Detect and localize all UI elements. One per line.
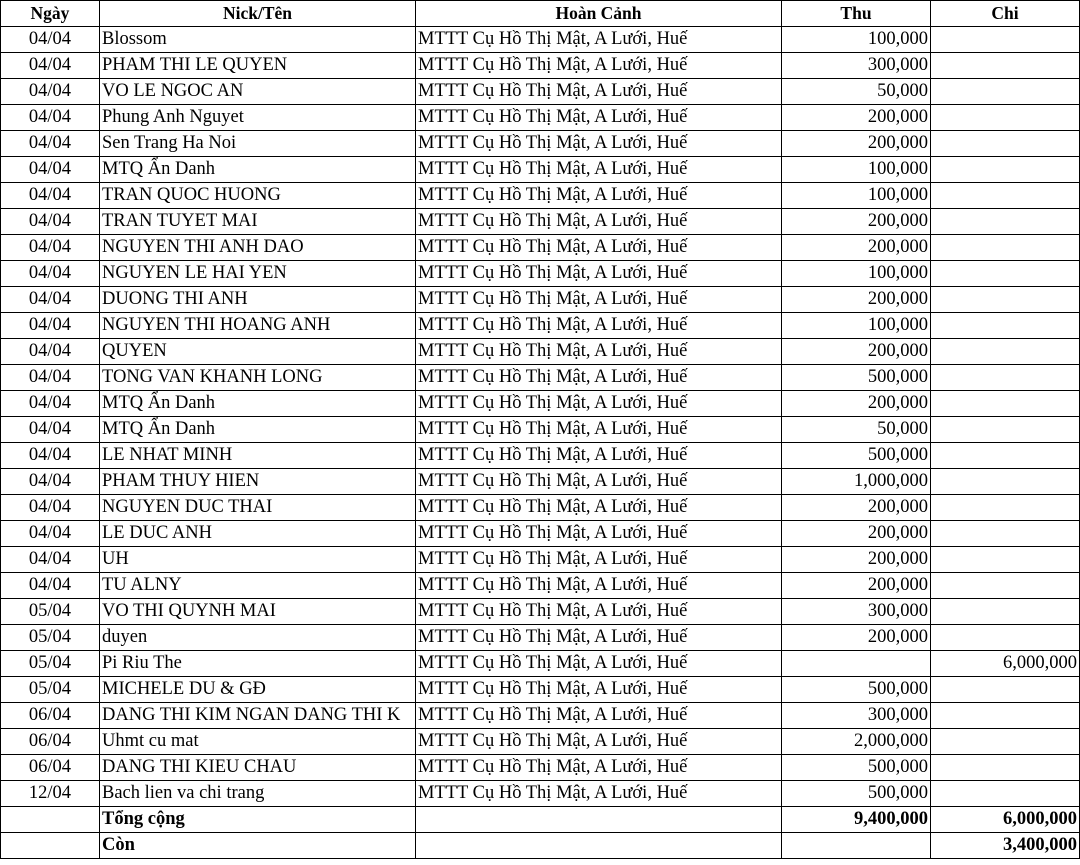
total-date-cell (1, 807, 100, 833)
cell-income: 50,000 (782, 417, 931, 443)
balance-income-cell (782, 833, 931, 859)
cell-case: MTTT Cụ Hồ Thị Mật, A Lưới, Huế (416, 469, 782, 495)
cell-date: 04/04 (1, 27, 100, 53)
cell-name: duyen (100, 625, 416, 651)
table-row (1, 781, 1080, 807)
cell-income: 500,000 (782, 755, 931, 781)
cell-case: MTTT Cụ Hồ Thị Mật, A Lưới, Huế (416, 79, 782, 105)
cell-date: 04/04 (1, 547, 100, 573)
table-row (1, 261, 1080, 287)
cell-expense (931, 469, 1080, 495)
cell-name: VO LE NGOC AN (100, 79, 416, 105)
cell-case: MTTT Cụ Hồ Thị Mật, A Lưới, Huế (416, 365, 782, 391)
cell-date: 05/04 (1, 677, 100, 703)
cell-name: Pi Riu The (100, 651, 416, 677)
cell-case: MTTT Cụ Hồ Thị Mật, A Lưới, Huế (416, 703, 782, 729)
cell-case: MTTT Cụ Hồ Thị Mật, A Lưới, Huế (416, 261, 782, 287)
cell-income: 50,000 (782, 79, 931, 105)
cell-date: 04/04 (1, 391, 100, 417)
table-row (1, 105, 1080, 131)
cell-income: 300,000 (782, 53, 931, 79)
balance-date-cell (1, 833, 100, 859)
cell-name: NGUYEN LE HAI YEN (100, 261, 416, 287)
cell-date: 04/04 (1, 53, 100, 79)
cell-date: 04/04 (1, 313, 100, 339)
table-row (1, 729, 1080, 755)
cell-case: MTTT Cụ Hồ Thị Mật, A Lưới, Huế (416, 781, 782, 807)
cell-expense (931, 235, 1080, 261)
cell-date: 04/04 (1, 157, 100, 183)
cell-name: NGUYEN THI HOANG ANH (100, 313, 416, 339)
table-row (1, 183, 1080, 209)
cell-case: MTTT Cụ Hồ Thị Mật, A Lưới, Huế (416, 625, 782, 651)
cell-name: UH (100, 547, 416, 573)
cell-name: TU ALNY (100, 573, 416, 599)
table-row (1, 599, 1080, 625)
cell-expense (931, 755, 1080, 781)
cell-income: 100,000 (782, 183, 931, 209)
cell-expense: 6,000,000 (931, 651, 1080, 677)
cell-date: 04/04 (1, 183, 100, 209)
balance-case-cell (416, 833, 782, 859)
balance-value: 3,400,000 (931, 833, 1080, 859)
table-row (1, 365, 1080, 391)
header-date: Ngày (1, 1, 100, 27)
cell-expense (931, 625, 1080, 651)
table-row (1, 417, 1080, 443)
table-row (1, 677, 1080, 703)
table-row (1, 625, 1080, 651)
cell-name: LE DUC ANH (100, 521, 416, 547)
table-row (1, 521, 1080, 547)
cell-expense (931, 209, 1080, 235)
cell-expense (931, 391, 1080, 417)
cell-name: Uhmt cu mat (100, 729, 416, 755)
total-row (1, 807, 1080, 833)
cell-name: VO THI QUYNH MAI (100, 599, 416, 625)
cell-date: 05/04 (1, 625, 100, 651)
table-row (1, 131, 1080, 157)
cell-name: QUYEN (100, 339, 416, 365)
cell-date: 04/04 (1, 105, 100, 131)
cell-name: NGUYEN THI ANH DAO (100, 235, 416, 261)
cell-expense (931, 547, 1080, 573)
cell-name: PHAM THI LE QUYEN (100, 53, 416, 79)
table-row (1, 547, 1080, 573)
cell-case: MTTT Cụ Hồ Thị Mật, A Lưới, Huế (416, 105, 782, 131)
cell-date: 06/04 (1, 729, 100, 755)
cell-date: 04/04 (1, 209, 100, 235)
table-row (1, 443, 1080, 469)
cell-case: MTTT Cụ Hồ Thị Mật, A Lưới, Huế (416, 495, 782, 521)
table-row (1, 703, 1080, 729)
cell-name: Bach lien va chi trang (100, 781, 416, 807)
table-row (1, 287, 1080, 313)
cell-date: 04/04 (1, 443, 100, 469)
total-label: Tổng cộng (100, 807, 416, 833)
cell-name: TONG VAN KHANH LONG (100, 365, 416, 391)
cell-date: 04/04 (1, 79, 100, 105)
cell-name: TRAN TUYET MAI (100, 209, 416, 235)
cell-case: MTTT Cụ Hồ Thị Mật, A Lưới, Huế (416, 599, 782, 625)
cell-date: 04/04 (1, 235, 100, 261)
cell-name: LE NHAT MINH (100, 443, 416, 469)
cell-date: 04/04 (1, 339, 100, 365)
cell-expense (931, 781, 1080, 807)
cell-date: 04/04 (1, 573, 100, 599)
cell-income: 100,000 (782, 313, 931, 339)
cell-income: 2,000,000 (782, 729, 931, 755)
table-summary (1, 807, 1080, 859)
cell-name: DUONG THI ANH (100, 287, 416, 313)
cell-expense (931, 521, 1080, 547)
cell-date: 04/04 (1, 495, 100, 521)
cell-expense (931, 79, 1080, 105)
cell-income: 200,000 (782, 105, 931, 131)
cell-name: Blossom (100, 27, 416, 53)
balance-row (1, 833, 1080, 859)
header-name: Nick/Tên (100, 1, 416, 27)
header-row (1, 1, 1080, 27)
cell-income: 100,000 (782, 261, 931, 287)
cell-case: MTTT Cụ Hồ Thị Mật, A Lưới, Huế (416, 209, 782, 235)
table-row (1, 651, 1080, 677)
cell-income: 200,000 (782, 391, 931, 417)
table-row (1, 27, 1080, 53)
table-row (1, 495, 1080, 521)
cell-expense (931, 729, 1080, 755)
cell-income: 200,000 (782, 573, 931, 599)
cell-case: MTTT Cụ Hồ Thị Mật, A Lưới, Huế (416, 573, 782, 599)
cell-income: 200,000 (782, 131, 931, 157)
table-row (1, 339, 1080, 365)
cell-income: 500,000 (782, 365, 931, 391)
cell-case: MTTT Cụ Hồ Thị Mật, A Lưới, Huế (416, 547, 782, 573)
cell-expense (931, 365, 1080, 391)
cell-date: 04/04 (1, 261, 100, 287)
cell-name: MTQ Ẩn Danh (100, 391, 416, 417)
cell-date: 05/04 (1, 651, 100, 677)
balance-label: Còn (100, 833, 416, 859)
cell-case: MTTT Cụ Hồ Thị Mật, A Lưới, Huế (416, 443, 782, 469)
header-case: Hoàn Cảnh (416, 1, 782, 27)
cell-expense (931, 53, 1080, 79)
header-income: Thu (782, 1, 931, 27)
cell-income: 200,000 (782, 547, 931, 573)
cell-case: MTTT Cụ Hồ Thị Mật, A Lưới, Huế (416, 521, 782, 547)
cell-expense (931, 599, 1080, 625)
table-row (1, 313, 1080, 339)
table-row (1, 755, 1080, 781)
cell-income: 200,000 (782, 625, 931, 651)
cell-case: MTTT Cụ Hồ Thị Mật, A Lưới, Huế (416, 391, 782, 417)
cell-expense (931, 313, 1080, 339)
cell-income: 300,000 (782, 703, 931, 729)
cell-date: 04/04 (1, 417, 100, 443)
cell-expense (931, 261, 1080, 287)
cell-expense (931, 157, 1080, 183)
cell-expense (931, 443, 1080, 469)
cell-case: MTTT Cụ Hồ Thị Mật, A Lưới, Huế (416, 235, 782, 261)
cell-expense (931, 287, 1080, 313)
cell-date: 04/04 (1, 365, 100, 391)
total-expense: 6,000,000 (931, 807, 1080, 833)
cell-expense (931, 495, 1080, 521)
cell-name: MTQ Ẩn Danh (100, 417, 416, 443)
cell-income: 200,000 (782, 287, 931, 313)
cell-case: MTTT Cụ Hồ Thị Mật, A Lưới, Huế (416, 183, 782, 209)
cell-case: MTTT Cụ Hồ Thị Mật, A Lưới, Huế (416, 287, 782, 313)
cell-expense (931, 417, 1080, 443)
table-row (1, 391, 1080, 417)
cell-expense (931, 131, 1080, 157)
cell-income: 200,000 (782, 209, 931, 235)
cell-income: 200,000 (782, 521, 931, 547)
cell-income: 200,000 (782, 235, 931, 261)
table-row (1, 53, 1080, 79)
cell-date: 06/04 (1, 703, 100, 729)
cell-case: MTTT Cụ Hồ Thị Mật, A Lưới, Huế (416, 755, 782, 781)
cell-name: MTQ Ẩn Danh (100, 157, 416, 183)
cell-case: MTTT Cụ Hồ Thị Mật, A Lưới, Huế (416, 27, 782, 53)
cell-expense (931, 339, 1080, 365)
cell-name: MICHELE DU & GĐ (100, 677, 416, 703)
cell-expense (931, 573, 1080, 599)
cell-date: 04/04 (1, 521, 100, 547)
table-body (1, 27, 1080, 807)
cell-income: 200,000 (782, 339, 931, 365)
cell-name: DANG THI KIEU CHAU (100, 755, 416, 781)
cell-name: Phung Anh Nguyet (100, 105, 416, 131)
cell-date: 04/04 (1, 131, 100, 157)
cell-case: MTTT Cụ Hồ Thị Mật, A Lưới, Huế (416, 131, 782, 157)
total-income: 9,400,000 (782, 807, 931, 833)
cell-date: 06/04 (1, 755, 100, 781)
cell-name: NGUYEN DUC THAI (100, 495, 416, 521)
table-row (1, 157, 1080, 183)
cell-expense (931, 677, 1080, 703)
table-row (1, 209, 1080, 235)
cell-income: 100,000 (782, 157, 931, 183)
header-expense: Chi (931, 1, 1080, 27)
cell-date: 12/04 (1, 781, 100, 807)
cell-income: 300,000 (782, 599, 931, 625)
cell-case: MTTT Cụ Hồ Thị Mật, A Lưới, Huế (416, 677, 782, 703)
cell-case: MTTT Cụ Hồ Thị Mật, A Lưới, Huế (416, 53, 782, 79)
cell-case: MTTT Cụ Hồ Thị Mật, A Lưới, Huế (416, 651, 782, 677)
cell-case: MTTT Cụ Hồ Thị Mật, A Lưới, Huế (416, 339, 782, 365)
table-row (1, 573, 1080, 599)
cell-income: 500,000 (782, 781, 931, 807)
cell-expense (931, 105, 1080, 131)
cell-income (782, 651, 931, 677)
cell-name: Sen Trang Ha Noi (100, 131, 416, 157)
total-case-cell (416, 807, 782, 833)
table-row (1, 79, 1080, 105)
cell-income: 200,000 (782, 495, 931, 521)
cell-income: 500,000 (782, 443, 931, 469)
cell-case: MTTT Cụ Hồ Thị Mật, A Lưới, Huế (416, 313, 782, 339)
cell-income: 1,000,000 (782, 469, 931, 495)
cell-case: MTTT Cụ Hồ Thị Mật, A Lưới, Huế (416, 417, 782, 443)
cell-date: 04/04 (1, 469, 100, 495)
cell-case: MTTT Cụ Hồ Thị Mật, A Lưới, Huế (416, 157, 782, 183)
cell-income: 100,000 (782, 27, 931, 53)
cell-name: PHAM THUY HIEN (100, 469, 416, 495)
cell-date: 05/04 (1, 599, 100, 625)
cell-expense (931, 703, 1080, 729)
cell-case: MTTT Cụ Hồ Thị Mật, A Lưới, Huế (416, 729, 782, 755)
cell-date: 04/04 (1, 287, 100, 313)
table-row (1, 235, 1080, 261)
cell-expense (931, 27, 1080, 53)
cell-name: DANG THI KIM NGAN DANG THI K (100, 703, 416, 729)
cell-income: 500,000 (782, 677, 931, 703)
cell-name: TRAN QUOC HUONG (100, 183, 416, 209)
table-row (1, 469, 1080, 495)
cell-expense (931, 183, 1080, 209)
table-header (1, 1, 1080, 27)
